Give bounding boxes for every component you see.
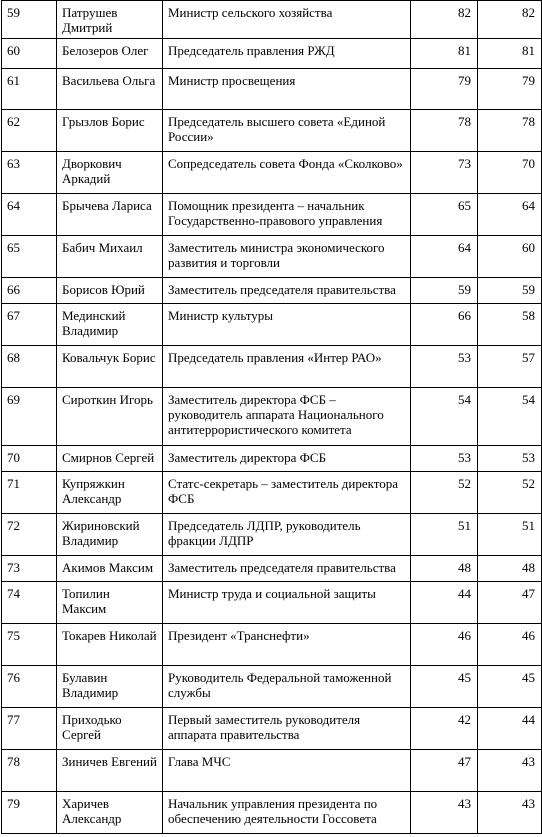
rank-number-cell: 69 bbox=[2, 388, 57, 446]
person-name-cell: Мединский Владимир bbox=[57, 304, 163, 346]
person-name-cell: Токарев Николай bbox=[57, 624, 163, 666]
rating-value-2-cell: 82 bbox=[478, 1, 542, 39]
rating-value-2-cell: 70 bbox=[478, 152, 542, 194]
rating-value-1-cell: 73 bbox=[411, 152, 478, 194]
rating-value-1-cell: 64 bbox=[411, 236, 478, 278]
table-row bbox=[2, 278, 542, 304]
rank-number-cell: 73 bbox=[2, 556, 57, 582]
position-cell: Помощник президента – начальник Государственно-правового управления bbox=[163, 194, 411, 236]
person-name-cell: Купряжкин Александр bbox=[57, 472, 163, 514]
rating-value-2-cell: 47 bbox=[478, 582, 542, 624]
ranking-table bbox=[1, 0, 542, 834]
rating-value-1-cell: 78 bbox=[411, 110, 478, 152]
rank-number-cell: 76 bbox=[2, 666, 57, 708]
rank-number-cell: 75 bbox=[2, 624, 57, 666]
rank-number-cell: 70 bbox=[2, 446, 57, 472]
position-cell: Заместитель директора ФСБ – руководитель аппарата Национального антитеррористического комитета bbox=[163, 388, 411, 446]
person-name-cell: Приходько Сергей bbox=[57, 708, 163, 750]
rating-value-2-cell: 78 bbox=[478, 110, 542, 152]
rating-value-2-cell: 59 bbox=[478, 278, 542, 304]
person-name-cell: Бабич Михаил bbox=[57, 236, 163, 278]
table-row bbox=[2, 666, 542, 708]
rank-number-cell: 67 bbox=[2, 304, 57, 346]
rank-number-cell: 68 bbox=[2, 346, 57, 388]
rating-value-2-cell: 60 bbox=[478, 236, 542, 278]
rating-value-1-cell: 66 bbox=[411, 304, 478, 346]
position-cell: Председатель правления РЖД bbox=[163, 39, 411, 69]
rating-value-2-cell: 46 bbox=[478, 624, 542, 666]
rating-value-2-cell: 52 bbox=[478, 472, 542, 514]
person-name-cell: Грызлов Борис bbox=[57, 110, 163, 152]
rank-number-cell: 64 bbox=[2, 194, 57, 236]
rating-value-1-cell: 42 bbox=[411, 708, 478, 750]
rating-value-2-cell: 54 bbox=[478, 388, 542, 446]
rating-value-1-cell: 47 bbox=[411, 750, 478, 792]
table-row bbox=[2, 304, 542, 346]
rank-number-cell: 78 bbox=[2, 750, 57, 792]
table-row bbox=[2, 446, 542, 472]
position-cell: Председатель высшего совета «Единой России» bbox=[163, 110, 411, 152]
rating-value-1-cell: 82 bbox=[411, 1, 478, 39]
table-row bbox=[2, 39, 542, 69]
rating-value-1-cell: 52 bbox=[411, 472, 478, 514]
position-cell: Министр сельского хозяйства bbox=[163, 1, 411, 39]
table-row bbox=[2, 792, 542, 834]
person-name-cell: Сироткин Игорь bbox=[57, 388, 163, 446]
table-row bbox=[2, 236, 542, 278]
rating-value-1-cell: 59 bbox=[411, 278, 478, 304]
rank-number-cell: 60 bbox=[2, 39, 57, 69]
rank-number-cell: 63 bbox=[2, 152, 57, 194]
position-cell: Статс-секретарь – заместитель директора ФСБ bbox=[163, 472, 411, 514]
rating-value-2-cell: 51 bbox=[478, 514, 542, 556]
rating-value-1-cell: 43 bbox=[411, 792, 478, 834]
rating-value-2-cell: 44 bbox=[478, 708, 542, 750]
table-row bbox=[2, 388, 542, 446]
rank-number-cell: 77 bbox=[2, 708, 57, 750]
table-row bbox=[2, 346, 542, 388]
rating-value-2-cell: 53 bbox=[478, 446, 542, 472]
person-name-cell: Жириновский Владимир bbox=[57, 514, 163, 556]
position-cell: Министр культуры bbox=[163, 304, 411, 346]
position-cell: Глава МЧС bbox=[163, 750, 411, 792]
rating-value-2-cell: 57 bbox=[478, 346, 542, 388]
table-row bbox=[2, 624, 542, 666]
position-cell: Первый заместитель руководителя аппарата правительства bbox=[163, 708, 411, 750]
table-row bbox=[2, 194, 542, 236]
rank-number-cell: 61 bbox=[2, 69, 57, 110]
rating-value-2-cell: 43 bbox=[478, 750, 542, 792]
person-name-cell: Патрушев Дмитрий bbox=[57, 1, 163, 39]
rating-value-2-cell: 48 bbox=[478, 556, 542, 582]
position-cell: Заместитель председателя правительства bbox=[163, 556, 411, 582]
position-cell: Министр труда и социальной защиты bbox=[163, 582, 411, 624]
position-cell: Председатель ЛДПР, руководитель фракции ЛДПР bbox=[163, 514, 411, 556]
table-row bbox=[2, 152, 542, 194]
rank-number-cell: 59 bbox=[2, 1, 57, 39]
person-name-cell: Белозеров Олег bbox=[57, 39, 163, 69]
rating-value-2-cell: 81 bbox=[478, 39, 542, 69]
rank-number-cell: 74 bbox=[2, 582, 57, 624]
rating-value-1-cell: 65 bbox=[411, 194, 478, 236]
position-cell: Председатель правления «Интер РАО» bbox=[163, 346, 411, 388]
rating-value-1-cell: 46 bbox=[411, 624, 478, 666]
rank-number-cell: 71 bbox=[2, 472, 57, 514]
rating-value-1-cell: 81 bbox=[411, 39, 478, 69]
position-cell: Заместитель министра экономического развития и торговли bbox=[163, 236, 411, 278]
position-cell: Заместитель председателя правительства bbox=[163, 278, 411, 304]
table-row bbox=[2, 110, 542, 152]
person-name-cell: Харичев Александр bbox=[57, 792, 163, 834]
position-cell: Министр просвещения bbox=[163, 69, 411, 110]
rank-number-cell: 65 bbox=[2, 236, 57, 278]
position-cell: Начальник управления президента по обеспечению деятельности Госсовета bbox=[163, 792, 411, 834]
person-name-cell: Дворкович Аркадий bbox=[57, 152, 163, 194]
rating-value-1-cell: 44 bbox=[411, 582, 478, 624]
table-row bbox=[2, 708, 542, 750]
person-name-cell: Акимов Максим bbox=[57, 556, 163, 582]
position-cell: Президент «Транснефти» bbox=[163, 624, 411, 666]
table-row bbox=[2, 1, 542, 39]
person-name-cell: Ковальчук Борис bbox=[57, 346, 163, 388]
ranking-table-body bbox=[2, 1, 542, 834]
rating-value-1-cell: 53 bbox=[411, 446, 478, 472]
person-name-cell: Борисов Юрий bbox=[57, 278, 163, 304]
rating-value-1-cell: 79 bbox=[411, 69, 478, 110]
person-name-cell: Булавин Владимир bbox=[57, 666, 163, 708]
table-row bbox=[2, 514, 542, 556]
rating-value-2-cell: 58 bbox=[478, 304, 542, 346]
rating-value-2-cell: 64 bbox=[478, 194, 542, 236]
position-cell: Руководитель Федеральной таможенной службы bbox=[163, 666, 411, 708]
rank-number-cell: 72 bbox=[2, 514, 57, 556]
rating-value-1-cell: 53 bbox=[411, 346, 478, 388]
person-name-cell: Топилин Максим bbox=[57, 582, 163, 624]
person-name-cell: Зиничев Евгений bbox=[57, 750, 163, 792]
rating-value-1-cell: 45 bbox=[411, 666, 478, 708]
person-name-cell: Смирнов Сергей bbox=[57, 446, 163, 472]
table-row bbox=[2, 69, 542, 110]
table-row bbox=[2, 750, 542, 792]
table-row bbox=[2, 582, 542, 624]
rating-value-2-cell: 45 bbox=[478, 666, 542, 708]
rating-value-1-cell: 51 bbox=[411, 514, 478, 556]
rank-number-cell: 62 bbox=[2, 110, 57, 152]
rank-number-cell: 79 bbox=[2, 792, 57, 834]
rating-value-2-cell: 43 bbox=[478, 792, 542, 834]
table-row bbox=[2, 556, 542, 582]
person-name-cell: Васильева Ольга bbox=[57, 69, 163, 110]
rating-value-1-cell: 48 bbox=[411, 556, 478, 582]
rank-number-cell: 66 bbox=[2, 278, 57, 304]
rating-value-2-cell: 79 bbox=[478, 69, 542, 110]
rating-value-1-cell: 54 bbox=[411, 388, 478, 446]
position-cell: Заместитель директора ФСБ bbox=[163, 446, 411, 472]
person-name-cell: Брычева Лариса bbox=[57, 194, 163, 236]
table-row bbox=[2, 472, 542, 514]
position-cell: Сопредседатель совета Фонда «Сколково» bbox=[163, 152, 411, 194]
